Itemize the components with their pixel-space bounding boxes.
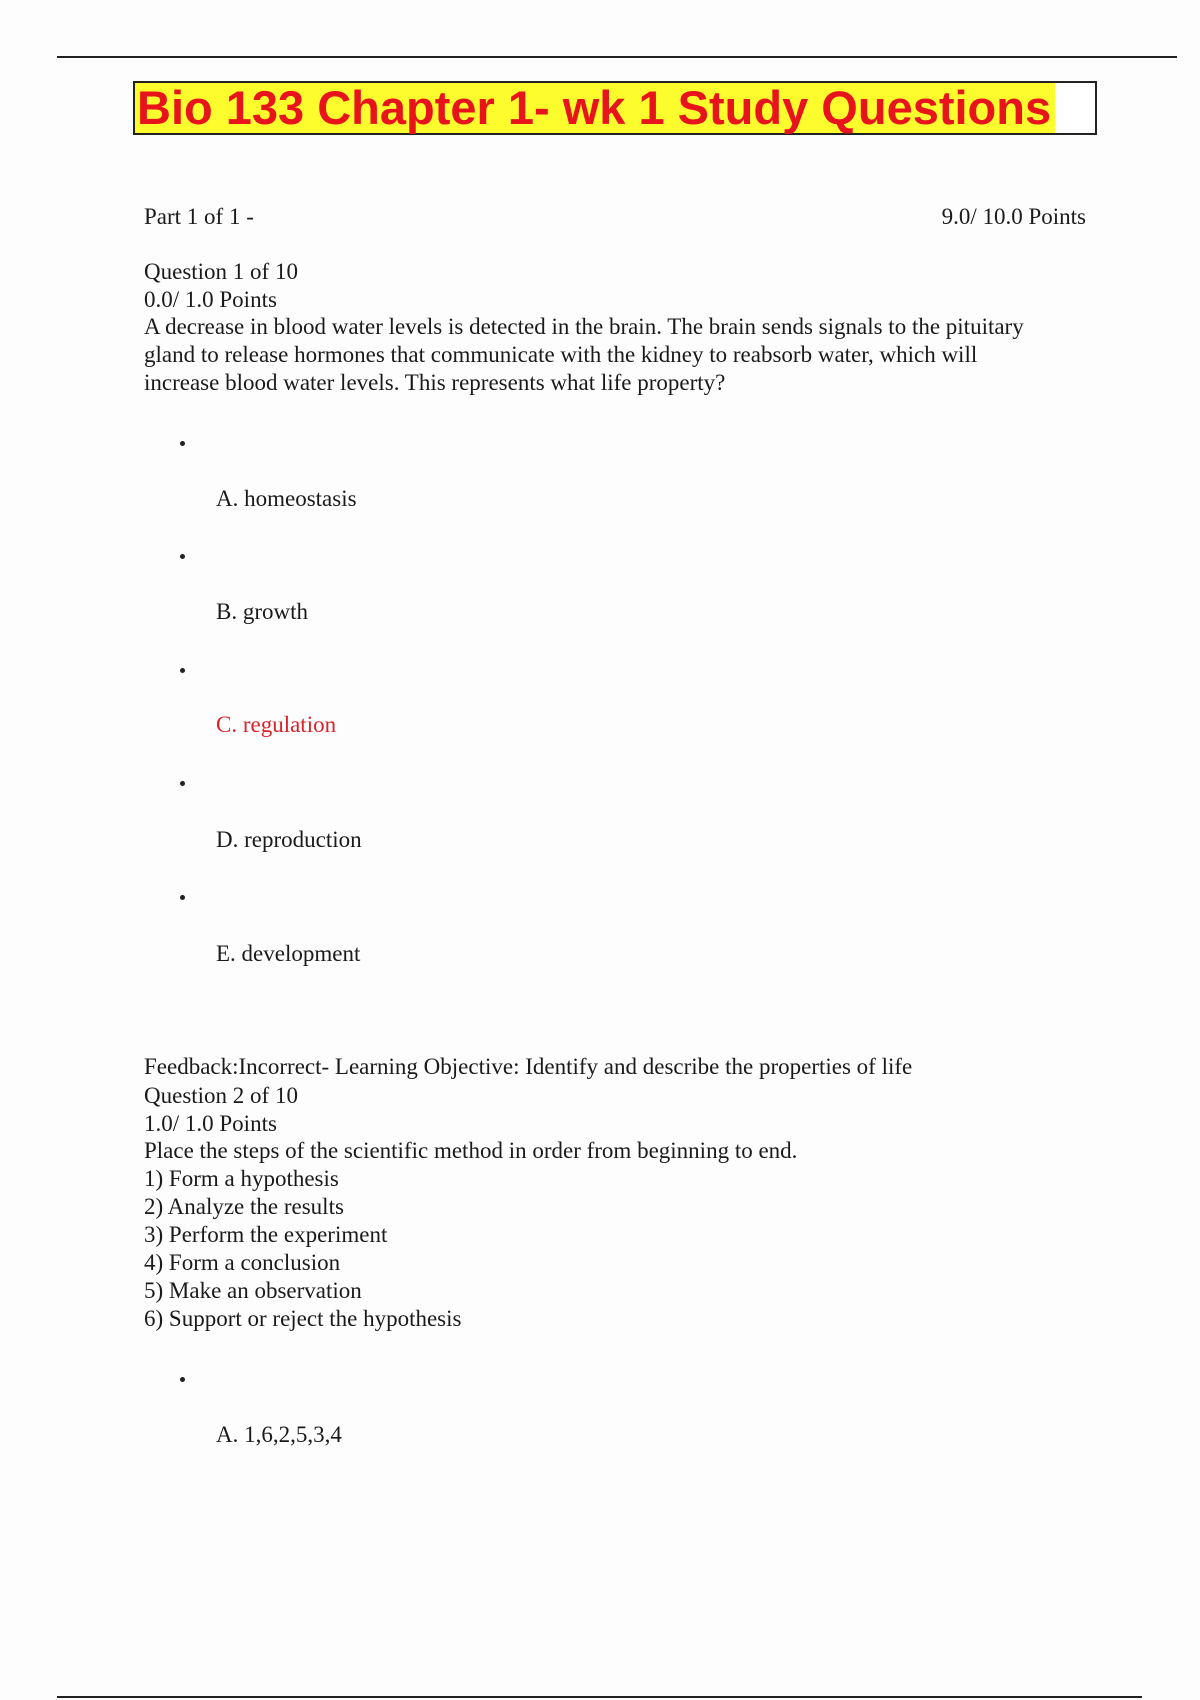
question-prompt-line: 6) Support or reject the hypothesis [144,1306,462,1331]
title-box [133,81,1097,135]
question-prompt-line: 3) Perform the experiment [144,1222,388,1247]
top-rule [57,56,1177,58]
page-title: Bio 133 Chapter 1- wk 1 Study Questions [135,83,1055,133]
bullet-icon [180,554,188,562]
bullet-icon [180,668,188,676]
question-number: Question 2 of 10 [144,1083,298,1108]
bullet-icon [180,895,188,903]
question-prompt-line: 5) Make an observation [144,1278,362,1303]
question-score: 0.0/ 1.0 Points [144,287,277,312]
question-prompt-line: A decrease in blood water levels is detected in the brain. The brain sends signals to the pituitary [144,314,1024,339]
bullet-icon [180,1377,188,1385]
answer-option: E. development [216,941,361,966]
question-prompt-line: 1) Form a hypothesis [144,1166,339,1191]
question-prompt-line: 4) Form a conclusion [144,1250,341,1275]
part-points: 9.0/ 10.0 Points [941,204,1086,229]
question-score: 1.0/ 1.0 Points [144,1111,277,1136]
answer-option: A. 1,6,2,5,3,4 [216,1422,342,1447]
question-prompt-line: Place the steps of the scientific method in order from beginning to end. [144,1138,798,1163]
answer-option-correct: C. regulation [216,712,337,737]
bullet-icon [180,441,188,449]
question-prompt-line: increase blood water levels. This represents what life property? [144,370,726,395]
answer-option: D. reproduction [216,827,362,852]
bottom-rule [57,1696,1142,1698]
feedback-text: Feedback:Incorrect- Learning Objective: Identify and describe the properties of life [144,1054,913,1079]
question-number: Question 1 of 10 [144,259,298,284]
answer-option: B. growth [216,599,308,624]
question-prompt-line: 2) Analyze the results [144,1194,344,1219]
question-prompt-line: gland to release hormones that communicate with the kidney to reabsorb water, which will [144,342,978,367]
part-label: Part 1 of 1 - [144,204,254,229]
bullet-icon [180,781,188,789]
answer-option: A. homeostasis [216,486,357,511]
